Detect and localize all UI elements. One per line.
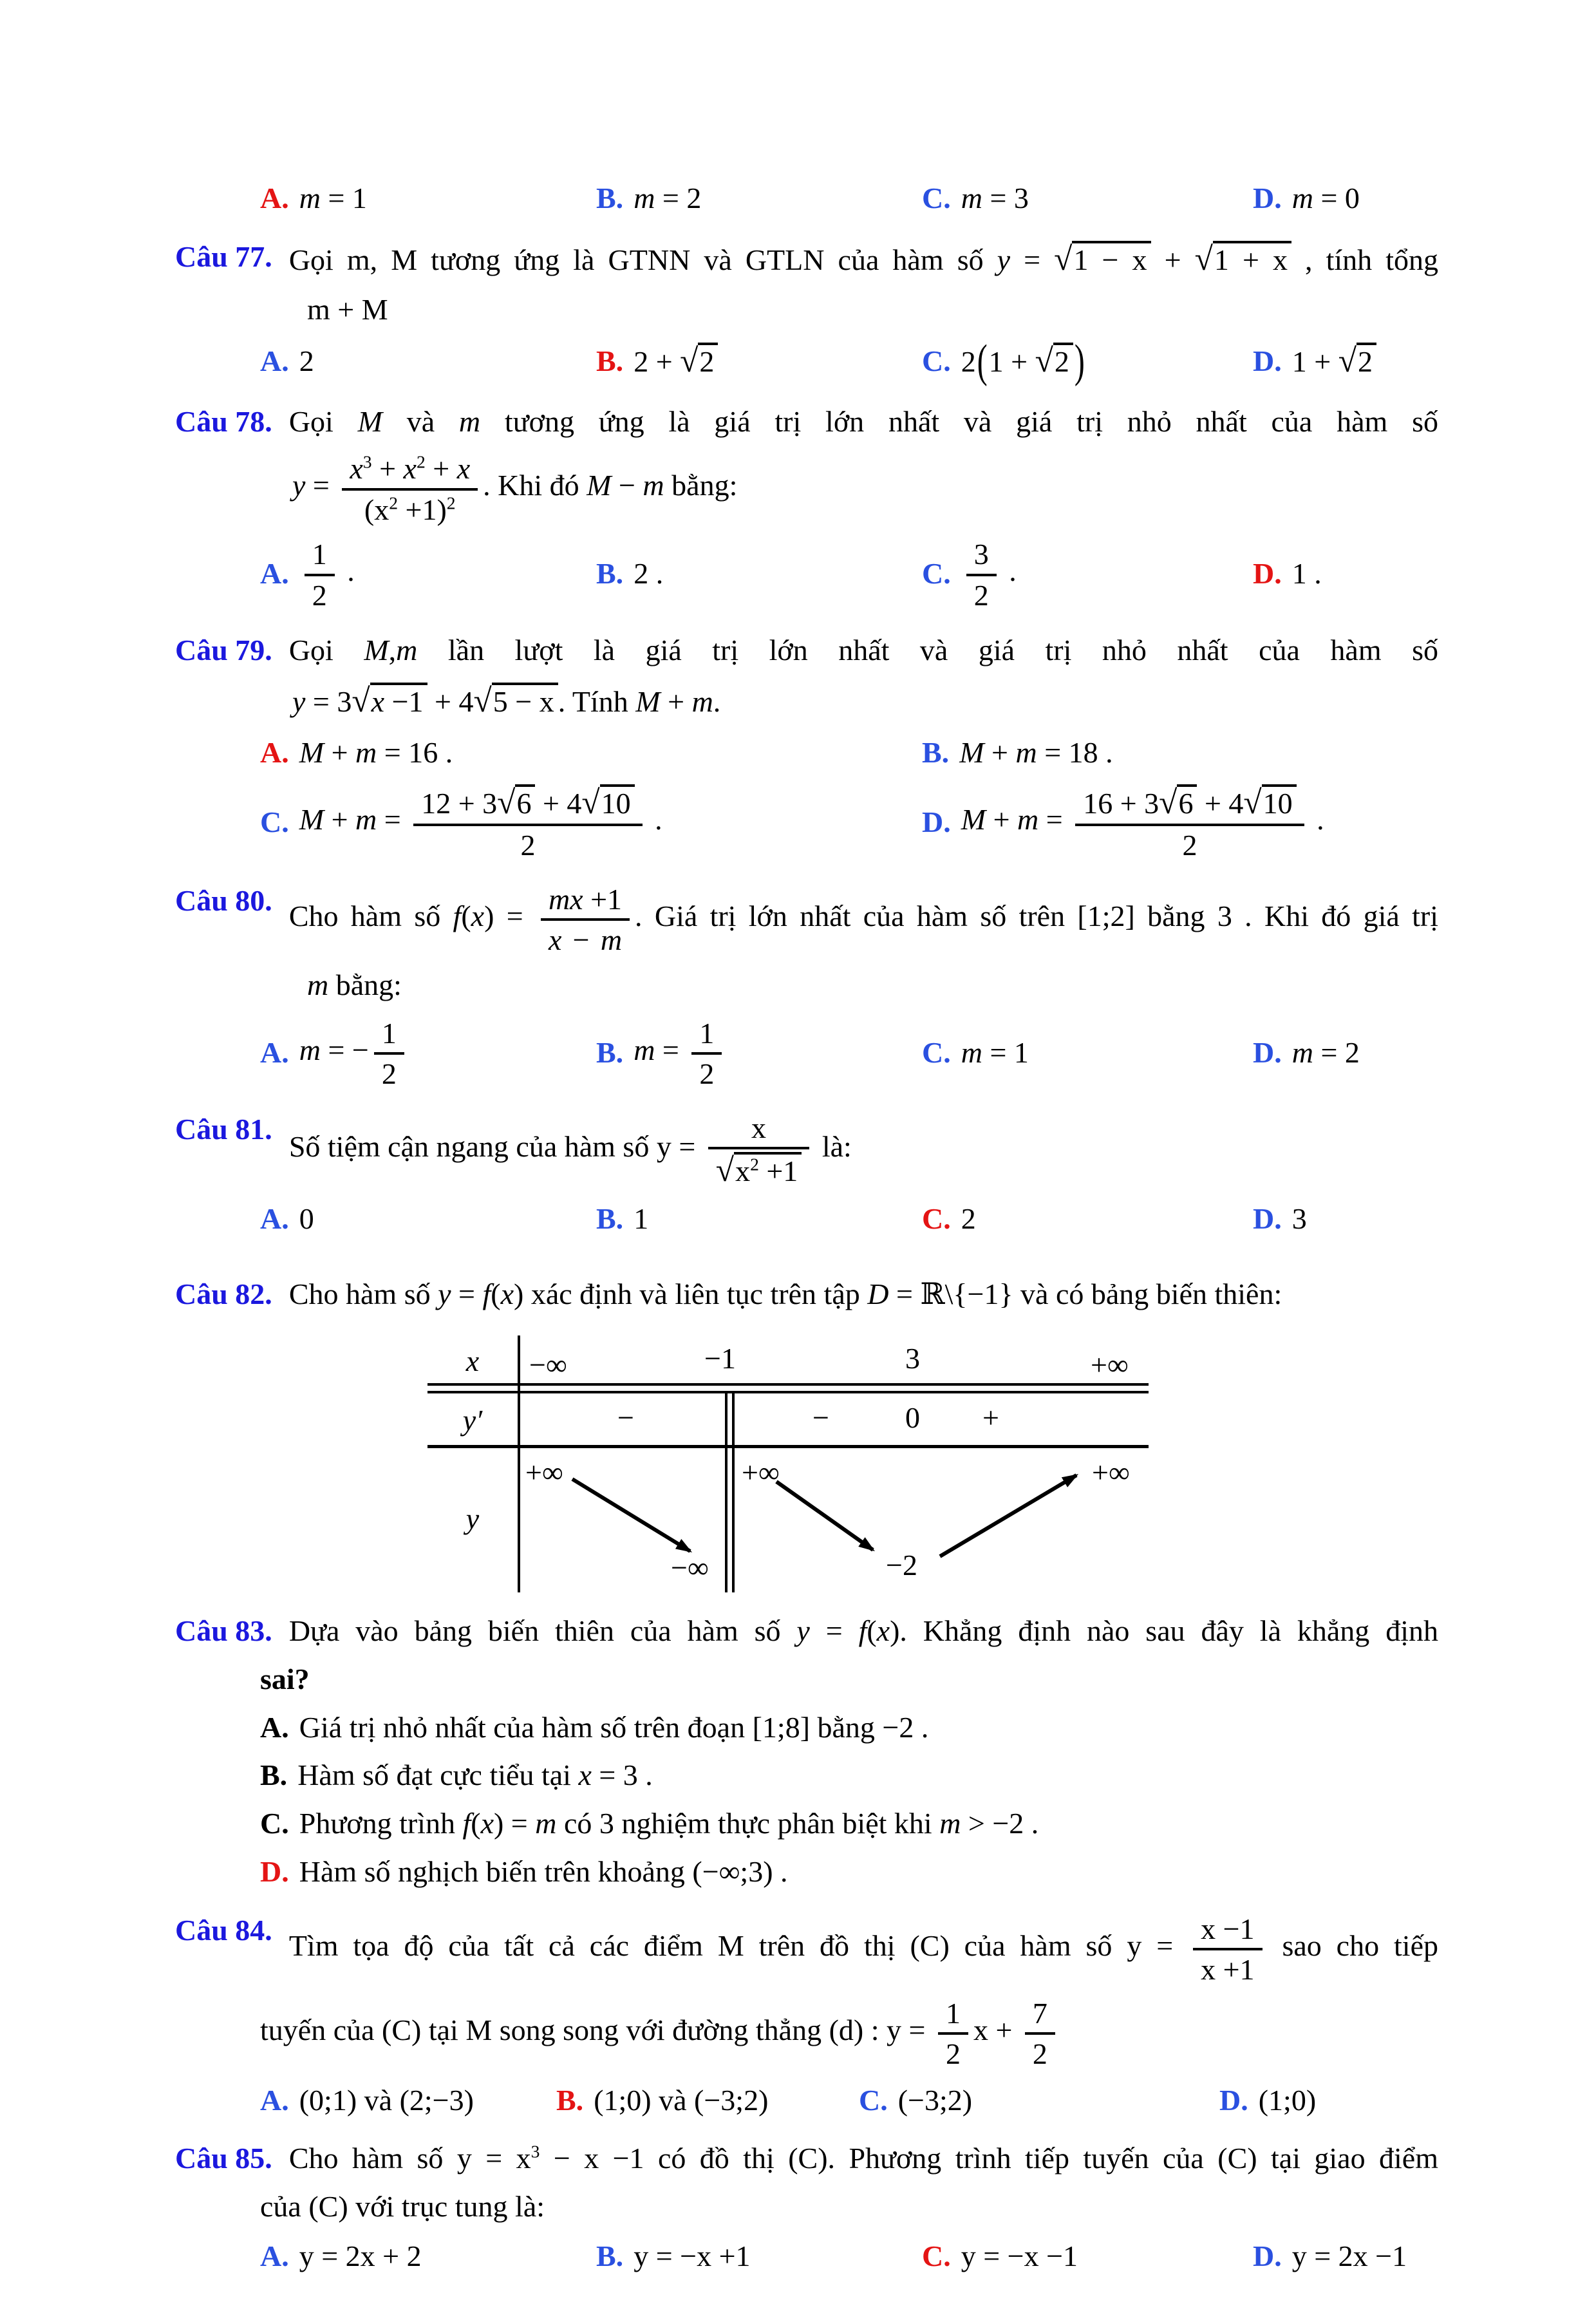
- question-79: [175, 631, 1438, 862]
- option-d: [1253, 179, 1438, 218]
- option-value: y = −x +1: [634, 2239, 751, 2272]
- option-value: M + m = $\frac{16 + 3√6 + 4√10}{2}$ .: [961, 784, 1324, 862]
- option-letter: D.: [1253, 2239, 1282, 2272]
- option-letter: B.: [596, 182, 624, 214]
- options-row: [260, 336, 1438, 388]
- question-82: [175, 1275, 1438, 1593]
- options-row: [260, 536, 1438, 612]
- option-letter: A.: [260, 344, 289, 378]
- option-letter: A.: [260, 1035, 289, 1069]
- question-stem: Gọi M và m tương ứng là giá trị lớn nhất và giá trị nhỏ nhất của hàm số: [288, 405, 1439, 439]
- option-letter: C.: [922, 2239, 951, 2272]
- question-83: [175, 1612, 1438, 1891]
- question-stem-line2: sai?: [260, 1663, 310, 1695]
- option-letter: D.: [260, 1854, 289, 1888]
- option-b: [596, 2237, 922, 2276]
- y-minimum: −2: [886, 1549, 917, 1582]
- option-letter: D.: [1253, 344, 1282, 378]
- question-81: [175, 1110, 1438, 1239]
- question-number: Câu 78.: [175, 405, 272, 439]
- option-letter: B.: [922, 735, 950, 769]
- option-value: 0: [299, 1202, 314, 1235]
- question-stem-line2: m + M: [307, 292, 388, 326]
- option-letter: D.: [1253, 182, 1282, 214]
- question-stem-line2: tuyến của (C) tại M song song với đường thẳng (d) : y = $\frac{1}{2}$ x + $\frac{7}{2}$: [260, 1995, 1438, 2071]
- option-c: [922, 179, 1253, 218]
- option-b: [922, 733, 1438, 773]
- yprime-label: y′: [462, 1404, 483, 1437]
- option-value: M + m = $\frac{12 + 3√6 + 4√10}{2}$ .: [299, 784, 662, 862]
- question-number: Câu 83.: [175, 1614, 272, 1648]
- x-value: +∞: [1091, 1348, 1129, 1382]
- variation-table: [427, 1335, 1149, 1592]
- table-discontinuity-bar: [725, 1393, 735, 1592]
- option-letter: A.: [260, 557, 289, 590]
- option-letter: B.: [596, 2239, 624, 2272]
- x-value: −1: [704, 1342, 736, 1375]
- option-letter: A.: [260, 2239, 289, 2272]
- option-letter: D.: [922, 805, 951, 838]
- question-stem: Dựa vào bảng biến thiên của hàm số y = f(x). Khẳng định nào sau đây là khẳng định: [288, 1614, 1438, 1648]
- option-letter: A.: [260, 1710, 289, 1744]
- option-value: y = −x −1: [961, 2239, 1078, 2272]
- option-letter: A.: [260, 182, 289, 214]
- option-d: [1253, 1200, 1438, 1239]
- option-c: [260, 1804, 1438, 1844]
- option-value: 1 + √2: [1292, 339, 1376, 383]
- y-label: y: [465, 1502, 480, 1536]
- options-row: [260, 2081, 1438, 2120]
- x-label: x: [465, 1344, 480, 1378]
- option-value: M + m = 16 .: [299, 735, 453, 769]
- y-limit: +∞: [525, 1456, 563, 1489]
- options-row: [260, 1015, 1438, 1091]
- options-row: [260, 783, 1438, 862]
- option-letter: B.: [556, 2083, 584, 2117]
- yprime-sign: −: [812, 1401, 829, 1435]
- option-c: [922, 336, 1253, 388]
- question-stem: Cho hàm số f(x) = $\frac{mx +1}{x - m}$ . Giá trị lớn nhất của hàm số trên [1;2] bằng 3 . Khi đó giá trị: [288, 882, 1438, 957]
- option-letter: A.: [260, 2083, 289, 2117]
- question-number: Câu 84.: [175, 1913, 272, 1947]
- option-value: Hàm số đạt cực tiểu tại x = 3 .: [297, 1759, 653, 1792]
- question-stem: Số tiệm cận ngang của hàm số y = $\frac{x}{√x^2 +1}$ là:: [288, 1111, 852, 1189]
- y-limit: +∞: [742, 1456, 780, 1489]
- option-d: [1219, 2081, 1438, 2120]
- option-b: [596, 1200, 922, 1239]
- option-letter: B.: [596, 1035, 624, 1069]
- option-c: [922, 536, 1253, 612]
- option-letter: A.: [260, 1202, 289, 1235]
- option-c: [922, 2237, 1253, 2276]
- question-77: [175, 238, 1438, 388]
- question-formula: y = $\frac{x^3 + x^2 + x}{(x^2 +1)^2}$ . Khi đó M − m bằng:: [292, 451, 738, 526]
- option-a: [260, 179, 596, 218]
- option-value: 1: [634, 1202, 649, 1235]
- option-a: [260, 1708, 1438, 1748]
- yprime-sign: −: [617, 1401, 634, 1435]
- option-value: 3: [1291, 1202, 1307, 1235]
- option-letter: B.: [260, 1759, 288, 1792]
- option-c: [922, 1033, 1253, 1073]
- option-letter: D.: [1253, 1202, 1282, 1235]
- option-b: [596, 1015, 922, 1091]
- question-stem: Gọi M,m lần lượt là giá trị lớn nhất và giá trị nhỏ nhất của hàm số: [288, 634, 1439, 667]
- option-value: (1;0): [1258, 2083, 1317, 2117]
- option-letter: B.: [596, 557, 624, 590]
- option-b: [556, 2081, 859, 2120]
- option-a: [260, 2237, 596, 2276]
- y-limit: +∞: [1092, 1456, 1130, 1489]
- option-value: 1 .: [1291, 557, 1322, 590]
- option-value: M + m = 18 .: [959, 735, 1113, 769]
- option-value: 2(1 + √2 ): [961, 336, 1085, 388]
- option-d: [1253, 1033, 1438, 1073]
- question-stem: Cho hàm số $y = x^3 - x -1$ có đồ thị (C). Phương trình tiếp tuyến của (C) tại giao điểm: [288, 2142, 1438, 2175]
- table-yprime-row: [427, 1393, 1149, 1445]
- options-row: [260, 1200, 1438, 1239]
- question-85: [175, 2139, 1438, 2276]
- option-value: 2 + √2: [634, 339, 718, 383]
- option-letter: A.: [260, 735, 289, 769]
- option-value: m = 2: [1291, 1035, 1360, 1069]
- option-letter: D.: [1253, 1035, 1282, 1069]
- option-value: y = 2x −1: [1291, 2239, 1407, 2272]
- option-value: m = $\frac{1}{2}$: [634, 1015, 727, 1091]
- question-stem: Tìm tọa độ của tất cả các điểm M trên đồ thị (C) của hàm số y = $\frac{x -1}{x +1}$ sao cho tiếp: [288, 1912, 1438, 1986]
- option-letter: D.: [1219, 2083, 1248, 2117]
- option-letter: B.: [596, 1202, 624, 1235]
- option-letter: C.: [922, 557, 951, 590]
- option-a: [260, 733, 922, 773]
- option-value: m = − $\frac{1}{2}$: [299, 1015, 409, 1091]
- question-76-options-row: [260, 179, 1438, 218]
- option-letter: B.: [596, 344, 624, 378]
- question-stem-line2: m bằng:: [307, 968, 402, 1001]
- question-formula: y = 3√x −1 + 4√5 − x . Tính M + m.: [292, 682, 721, 719]
- question-78: [175, 402, 1438, 612]
- option-value: m = 3: [961, 182, 1029, 214]
- question-number: Câu 80.: [175, 883, 272, 917]
- question-number: Câu 82.: [175, 1277, 272, 1310]
- question-stem: Gọi m, M tương ứng là GTNN và GTLN của hàm số y = √1 − x + √1 + x , tính tổng: [288, 240, 1438, 278]
- option-value: Hàm số nghịch biến trên khoảng (−∞;3) .: [299, 1854, 788, 1888]
- arrow-increasing-right: [940, 1475, 1076, 1556]
- option-d: [1253, 2237, 1438, 2276]
- option-d: [260, 1853, 1438, 1892]
- option-a: [260, 1200, 596, 1239]
- option-value: m = 1: [299, 182, 367, 214]
- question-number: Câu 79.: [175, 634, 272, 667]
- option-letter: C.: [260, 1807, 289, 1840]
- yprime-sign: +: [982, 1401, 999, 1435]
- option-a: [260, 342, 596, 381]
- option-b: [260, 1756, 1438, 1795]
- question-stem-line2: của (C) với trục tung là:: [260, 2190, 545, 2223]
- option-letter: D.: [1253, 557, 1282, 590]
- question-84: [175, 1911, 1438, 2120]
- question-number: Câu 81.: [175, 1112, 272, 1146]
- arrow-decreasing-left: [572, 1479, 690, 1551]
- option-b: [596, 339, 922, 383]
- variation-arrows: [427, 1448, 1149, 1592]
- option-value: Phương trình f(x) = m có 3 nghiệm thực phân biệt khi m > −2 .: [299, 1807, 1039, 1840]
- option-c: [859, 2081, 1219, 2120]
- option-letter: C.: [260, 805, 289, 838]
- yprime-sign: 0: [905, 1401, 920, 1435]
- option-a: [260, 536, 596, 612]
- option-value: (−3;2): [897, 2083, 973, 2117]
- question-80: [175, 882, 1438, 1091]
- option-a: [260, 2081, 556, 2120]
- option-value: (1;0) và (−3;2): [594, 2083, 769, 2117]
- option-value: y = 2x + 2: [299, 2239, 422, 2272]
- option-d: [1253, 339, 1438, 383]
- options-row: [260, 733, 1438, 773]
- option-value: 2: [961, 1202, 976, 1235]
- option-value: Giá trị nhỏ nhất của hàm số trên đoạn [1;8] bằng −2 .: [299, 1710, 929, 1744]
- option-c: [922, 1200, 1253, 1239]
- x-value: −∞: [529, 1348, 567, 1382]
- arrow-decreasing-mid: [776, 1482, 873, 1550]
- option-value: m = 2: [634, 182, 702, 214]
- option-letter: C.: [922, 344, 951, 378]
- table-x-row: [427, 1335, 1149, 1383]
- option-value: m = 0: [1291, 182, 1360, 214]
- option-b: [596, 179, 922, 218]
- question-number: Câu 77.: [175, 240, 272, 273]
- y-limit: −∞: [671, 1551, 709, 1585]
- option-a: [260, 1015, 596, 1091]
- option-value: 2 .: [634, 557, 664, 590]
- table-y-row: [427, 1448, 1149, 1592]
- option-letter: C.: [922, 182, 951, 214]
- option-b: [596, 554, 922, 594]
- option-value: $\frac{3}{2}$ .: [961, 536, 1017, 612]
- option-value: m = 1: [961, 1035, 1029, 1069]
- option-letter: C.: [922, 1035, 951, 1069]
- option-letter: C.: [859, 2083, 888, 2117]
- x-value: 3: [905, 1342, 920, 1375]
- option-value: $\frac{1}{2}$ .: [299, 536, 355, 612]
- question-stem: Cho hàm số y = f(x) xác định và liên tục trên tập D = ℝ\{−1} và có bảng biến thiên:: [288, 1277, 1282, 1310]
- option-value: 2: [299, 344, 314, 378]
- option-d: [922, 783, 1438, 862]
- option-letter: C.: [922, 1202, 951, 1235]
- option-value: (0;1) và (2;−3): [299, 2083, 474, 2117]
- option-c: [260, 783, 922, 862]
- question-number: Câu 85.: [175, 2142, 272, 2175]
- options-row: [260, 2237, 1438, 2276]
- option-d: [1253, 554, 1438, 594]
